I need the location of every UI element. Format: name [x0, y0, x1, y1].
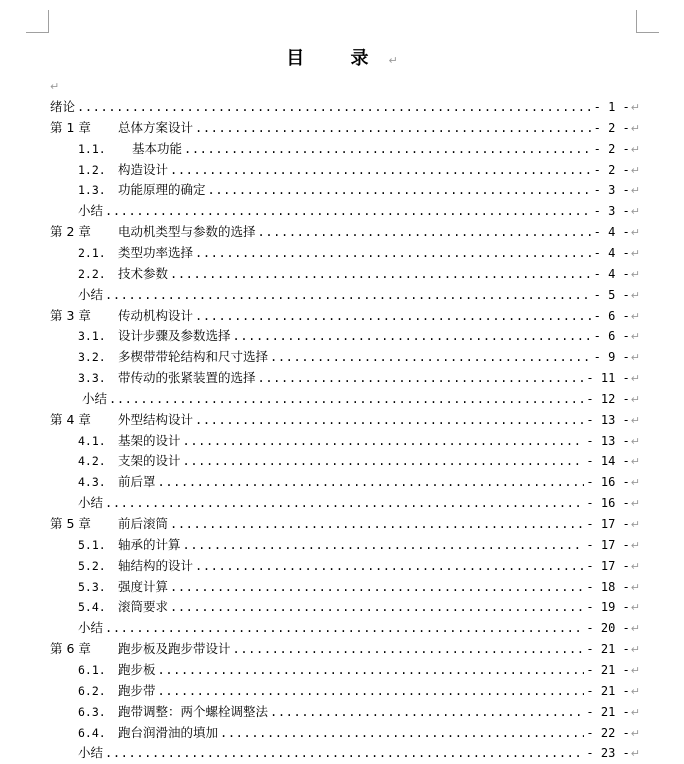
paragraph-mark-icon: ↵: [630, 330, 640, 344]
toc-entry-number: 3.1.: [78, 329, 106, 344]
paragraph-mark-icon: ↵: [630, 622, 640, 636]
toc-entry[interactable]: [78, 722, 640, 743]
toc-dot-leader: [233, 326, 592, 347]
toc-entry[interactable]: [78, 742, 640, 763]
toc-dot-leader: [270, 702, 584, 723]
toc-entry-label: 小结: [78, 745, 104, 761]
paragraph-mark-icon: ↵: [630, 497, 640, 511]
toc-dot-leader: [170, 577, 584, 598]
toc-entry-label: 小结: [78, 495, 104, 511]
paragraph-mark-icon: ↵: [630, 601, 640, 615]
toc-entry-label: 小结: [78, 620, 104, 636]
paragraph-mark-icon: ↵: [630, 663, 640, 677]
toc-entry[interactable]: [78, 680, 640, 701]
toc-entry-number: 4.2.: [78, 454, 106, 469]
paragraph-mark-icon: ↵: [630, 538, 640, 552]
toc-entry[interactable]: [78, 534, 640, 555]
toc-entry-page: - 3 -: [593, 204, 630, 219]
toc-entry-number: 3.2.: [78, 350, 106, 365]
toc-dot-leader: [105, 493, 584, 514]
toc-entry-number: 4.1.: [78, 433, 106, 448]
toc-entry-label: 强度计算: [118, 578, 169, 594]
toc-entry[interactable]: [78, 284, 640, 305]
toc-dot-leader: [170, 514, 584, 535]
toc-entry-label: 小结: [78, 286, 104, 302]
toc-entry[interactable]: [78, 242, 640, 263]
toc-entry-page: - 4 -: [593, 245, 630, 260]
toc-entry-page: - 6 -: [593, 308, 630, 323]
toc-entry-label: 跑带调整：两个螺栓调整法: [118, 703, 269, 719]
toc-entry-page: - 19 -: [586, 600, 630, 615]
toc-entry-label: 多楔带带轮结构和尺寸选择: [118, 349, 269, 365]
toc-entry-page: - 4 -: [593, 266, 630, 281]
toc-entry-page: - 21 -: [586, 662, 630, 677]
toc-entry-label: 基本功能: [132, 140, 183, 156]
toc-entry-label: 基架的设计: [118, 432, 181, 448]
paragraph-mark-icon: ↵: [630, 163, 640, 177]
toc-entry-number: 1.2.: [78, 162, 106, 177]
toc-dot-leader: [195, 243, 592, 264]
toc-dot-leader: [258, 368, 585, 389]
toc-dot-leader: [183, 451, 585, 472]
paragraph-mark-icon: ↵: [630, 413, 640, 427]
toc-entry-label: 构造设计: [118, 161, 169, 177]
toc-entry-page: - 22 -: [586, 725, 630, 740]
toc-dot-leader: [105, 618, 584, 639]
toc-entry-page: - 17 -: [586, 558, 630, 573]
toc-entry-page: - 16 -: [586, 496, 630, 511]
toc-entry-number: 第 3 章: [50, 307, 91, 323]
toc-entry[interactable]: [50, 513, 640, 534]
toc-entry-label: 类型功率选择: [118, 244, 194, 260]
toc-entry-page: - 13 -: [586, 433, 630, 448]
toc-dot-leader: [158, 660, 585, 681]
toc-entry[interactable]: [78, 492, 640, 513]
toc-entry-page: - 1 -: [593, 100, 630, 114]
toc-entry[interactable]: [82, 388, 640, 409]
toc-dot-leader: [183, 535, 585, 556]
toc-dot-leader: [195, 118, 592, 139]
toc-dot-leader: [170, 160, 592, 181]
toc-dot-leader: [105, 201, 592, 222]
page-corner-top-left: [26, 10, 49, 33]
paragraph-mark-icon: ↵: [630, 559, 640, 573]
toc-dot-leader: [233, 639, 585, 660]
toc-entry-page: - 16 -: [586, 475, 630, 490]
toc-entry-label: 滚筒要求: [118, 599, 169, 615]
toc-dot-leader: [183, 431, 585, 452]
toc-entry[interactable]: [78, 617, 640, 638]
toc-entry-number: 第 1 章: [50, 119, 91, 135]
paragraph-mark-icon: ↵: [630, 351, 640, 365]
toc-entry[interactable]: [78, 159, 640, 180]
toc-entry[interactable]: [78, 138, 640, 159]
toc-entry-label: 功能原理的确定: [118, 182, 206, 198]
toc-entry-page: - 3 -: [593, 183, 630, 198]
paragraph-mark-icon: ↵: [630, 121, 640, 135]
toc-entry-number: 5.2.: [78, 558, 106, 573]
toc-dot-leader: [158, 681, 585, 702]
paragraph-mark-icon: ↵: [630, 726, 640, 740]
paragraph-mark-icon: ↵: [630, 684, 640, 698]
toc-entry[interactable]: [78, 555, 640, 576]
toc-entry-number: 1.1.: [78, 141, 106, 156]
toc-entry-label: 轴结构的设计: [118, 557, 194, 573]
toc-entry-page: - 4 -: [593, 225, 630, 240]
toc-entry-label: 跑步带: [118, 682, 156, 698]
toc-entry-page: - 2 -: [593, 141, 630, 156]
toc-dot-leader: [258, 222, 592, 243]
toc-entry-number: 6.4.: [78, 725, 106, 740]
toc-entry[interactable]: [50, 221, 640, 242]
paragraph-mark-icon: ↵: [50, 80, 60, 93]
toc-entry-label: 跑步板及跑步带设计: [118, 641, 231, 657]
toc-entry[interactable]: [78, 430, 640, 451]
toc-entry[interactable]: [50, 96, 640, 117]
toc-entry[interactable]: [78, 596, 640, 617]
title-text: 目 录: [286, 48, 389, 69]
toc-entry-page: - 18 -: [586, 579, 630, 594]
paragraph-mark-icon: ↵: [630, 142, 640, 156]
paragraph-mark-icon: ↵: [630, 705, 640, 719]
paragraph-mark-icon: ↵: [630, 747, 640, 761]
toc-dot-leader: [105, 743, 584, 764]
toc-entry[interactable]: [78, 701, 640, 722]
toc-entry[interactable]: [78, 367, 640, 388]
toc-entry-number: 第 5 章: [50, 516, 91, 531]
toc-entry[interactable]: [78, 450, 640, 471]
toc-entry-label: 轴承的计算: [118, 536, 181, 552]
toc-entry-label: 带传动的张紧装置的选择: [118, 370, 256, 386]
toc-entry-label: 外型结构设计: [118, 411, 194, 427]
paragraph-mark-icon: ↵: [630, 101, 640, 114]
toc-entry-page: - 2 -: [593, 120, 630, 135]
toc-dot-leader: [170, 264, 592, 285]
toc-entry-page: - 2 -: [593, 162, 630, 177]
toc-dot-leader: [105, 285, 592, 306]
paragraph-mark-icon: ↵: [388, 54, 398, 67]
paragraph-mark-icon: ↵: [630, 205, 640, 219]
toc-entry-page: - 21 -: [586, 683, 630, 698]
toc-entry-page: - 17 -: [586, 537, 630, 552]
toc-entry-number: 3.3.: [78, 371, 106, 386]
toc-entry-number: 2.1.: [78, 245, 106, 260]
toc-entry-number: 1.3.: [78, 183, 106, 198]
toc-dot-leader: [158, 472, 585, 493]
paragraph-mark-icon: ↵: [630, 392, 640, 406]
toc-entry-label: 支架的设计: [118, 453, 181, 469]
paragraph-mark-icon: ↵: [630, 580, 640, 594]
toc-entry[interactable]: [50, 638, 640, 659]
toc-dot-leader: [195, 410, 584, 431]
toc-entry-number: 4.3.: [78, 475, 106, 490]
toc-entry-label: 传动机构设计: [118, 307, 194, 323]
toc-entry[interactable]: [50, 117, 640, 138]
toc-entry-number: 5.1.: [78, 537, 106, 552]
toc-entry-page: - 23 -: [586, 746, 630, 761]
toc-entry-label: 电动机类型与参数的选择: [118, 224, 256, 240]
paragraph-mark-icon: ↵: [630, 372, 640, 386]
toc-entry-number: 第 2 章: [50, 224, 91, 240]
toc-entry-number: 5.3.: [78, 579, 106, 594]
toc-entry-number: 第 6 章: [50, 641, 91, 657]
toc-entry-page: - 6 -: [593, 329, 630, 344]
toc-entry-label: 前后滚筒: [118, 516, 169, 531]
toc-entry[interactable]: [78, 200, 640, 221]
paragraph-mark-icon: ↵: [630, 476, 640, 490]
paragraph-mark-icon: ↵: [630, 434, 640, 448]
toc-entry[interactable]: [78, 263, 640, 284]
paragraph-mark-icon: ↵: [630, 455, 640, 469]
paragraph-mark-icon: ↵: [630, 246, 640, 260]
toc-entry-number: 6.2.: [78, 683, 106, 698]
toc-entry[interactable]: [78, 576, 640, 597]
toc-entry-label: 总体方案设计: [118, 119, 194, 135]
toc-entry[interactable]: [50, 305, 640, 326]
page-corner-top-right: [636, 10, 659, 33]
toc-entry-label: 小结: [82, 390, 108, 406]
paragraph-mark-icon: ↵: [630, 184, 640, 198]
paragraph-mark-icon: ↵: [630, 518, 640, 531]
toc-entry-page: - 17 -: [586, 517, 630, 531]
toc-entry-label: 前后罩: [118, 474, 156, 490]
toc-entry-page: - 20 -: [586, 621, 630, 636]
toc-entry[interactable]: [78, 471, 640, 492]
toc-dot-leader: [109, 389, 584, 410]
toc-dot-leader: [195, 556, 584, 577]
toc-entry-page: - 5 -: [593, 287, 630, 302]
toc-entry-number: 5.4.: [78, 600, 106, 615]
toc-entry-page: - 21 -: [586, 642, 630, 657]
toc-entry-label: 绪论: [50, 99, 76, 114]
toc-entry[interactable]: [78, 179, 640, 200]
paragraph-mark-icon: ↵: [630, 643, 640, 657]
toc-dot-leader: [184, 139, 592, 160]
toc-entry-label: 设计步骤及参数选择: [118, 328, 231, 344]
paragraph-mark-icon: ↵: [630, 309, 640, 323]
toc-entry-page: - 13 -: [586, 412, 630, 427]
toc-dot-leader: [208, 180, 592, 201]
toc-entry-page: - 9 -: [593, 350, 630, 365]
toc-entry-label: 小结: [78, 203, 104, 219]
paragraph-mark-icon: ↵: [630, 288, 640, 302]
toc-entry-page: - 12 -: [586, 391, 630, 406]
page-title: [0, 44, 684, 70]
toc-entry[interactable]: [50, 409, 640, 430]
toc-entry-number: 6.1.: [78, 662, 106, 677]
toc-dot-leader: [220, 723, 584, 744]
toc-entry-label: 跑台润滑油的填加: [118, 724, 219, 740]
toc-entry-label: 技术参数: [118, 265, 169, 281]
toc-dot-leader: [77, 97, 592, 118]
toc-entry-number: 2.2.: [78, 266, 106, 281]
toc-entry-page: - 21 -: [586, 704, 630, 719]
toc-entry-label: 跑步板: [118, 661, 156, 677]
toc-dot-leader: [195, 306, 592, 327]
toc-entry-number: 6.3.: [78, 704, 106, 719]
toc-entry-number: 第 4 章: [50, 411, 91, 427]
toc-dot-leader: [270, 347, 592, 368]
toc-entry[interactable]: [78, 346, 640, 367]
toc-entry[interactable]: [78, 325, 640, 346]
paragraph-mark-icon: ↵: [630, 226, 640, 240]
paragraph-mark-icon: ↵: [630, 267, 640, 281]
toc-dot-leader: [170, 597, 584, 618]
toc-entry[interactable]: [78, 659, 640, 680]
toc-entry-page: - 11 -: [586, 371, 630, 386]
toc-entry-page: - 14 -: [586, 454, 630, 469]
